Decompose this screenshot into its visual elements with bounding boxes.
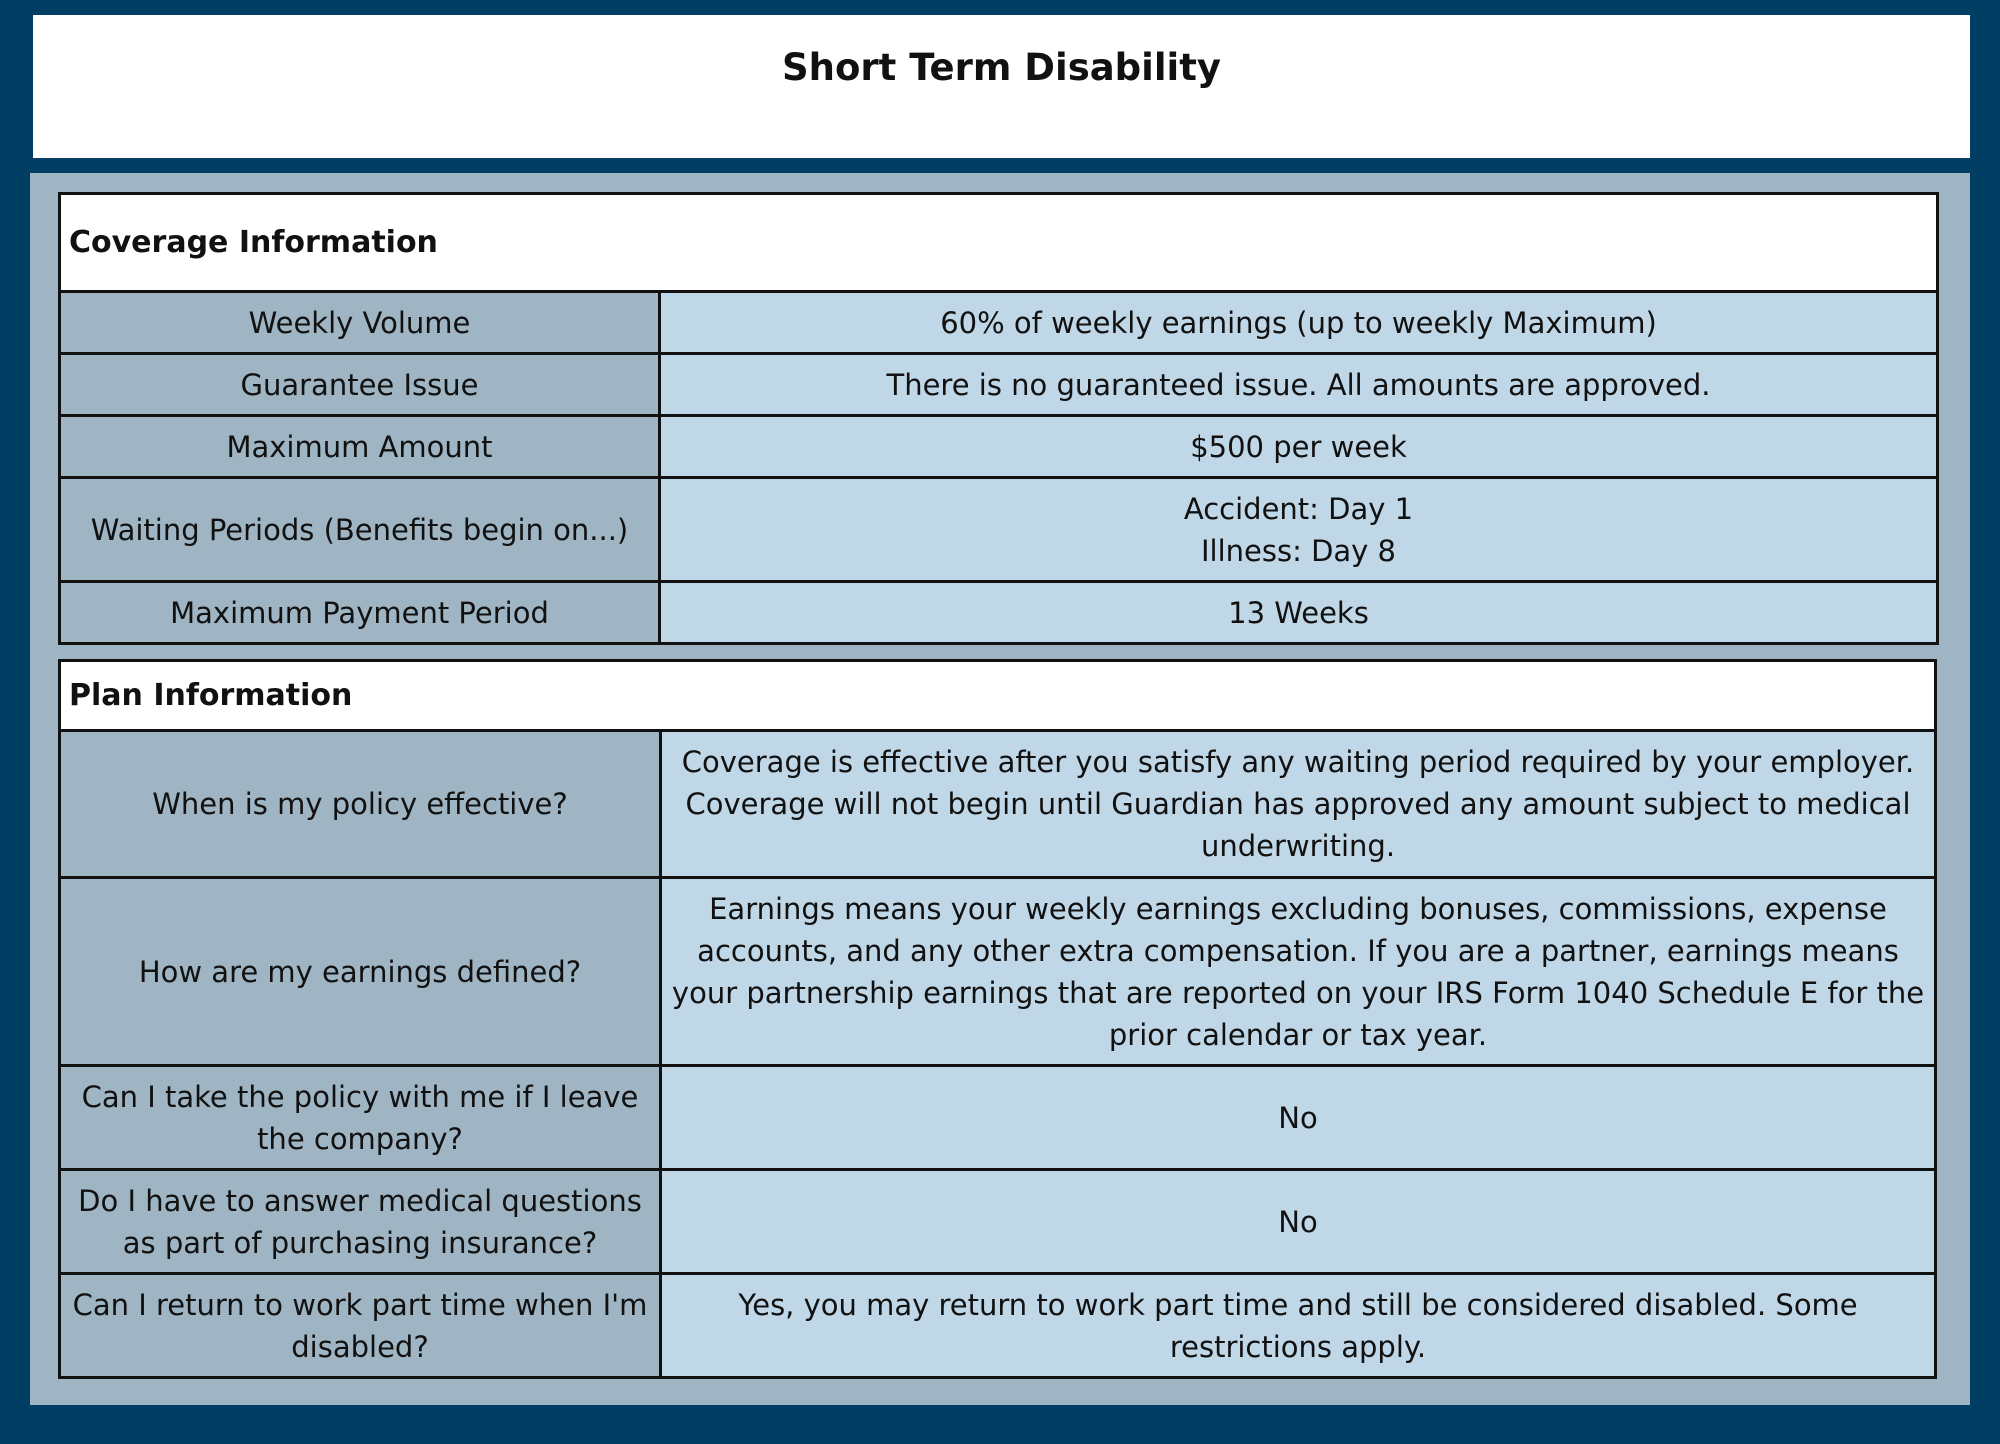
table-row	[60, 731, 1936, 878]
table-row	[60, 478, 1938, 582]
row-label: How are my earnings defined?	[60, 878, 661, 1066]
row-label: Can I return to work part time when I'm disabled?	[60, 1274, 661, 1378]
row-label: Weekly Volume	[60, 292, 660, 354]
row-value: $500 per week	[660, 416, 1938, 478]
row-value: Coverage is effective after you satisfy any waiting period required by your employer. Coverage will not begin until Guardian has approved any amount subject to medical underwriting.	[661, 731, 1936, 878]
table-row	[60, 1066, 1936, 1170]
row-value: 60% of weekly earnings (up to weekly Maximum)	[660, 292, 1938, 354]
row-label: Guarantee Issue	[60, 354, 660, 416]
row-label: Waiting Periods (Benefits begin on...)	[60, 478, 660, 582]
row-label: Do I have to answer medical questions as part of purchasing insurance?	[60, 1170, 661, 1274]
row-label: Maximum Payment Period	[60, 582, 660, 644]
row-label: Maximum Amount	[60, 416, 660, 478]
plan-header-row	[60, 661, 1936, 731]
plan-information-table	[58, 659, 1937, 1379]
row-value: Yes, you may return to work part time and still be considered disabled. Some restrictions apply.	[661, 1274, 1936, 1378]
table-row	[60, 1274, 1936, 1378]
page-title: Short Term Disability	[781, 46, 1222, 89]
row-value: Earnings means your weekly earnings excluding bonuses, commissions, expense accounts, and any other extra compensation. If you are a partner, earnings means your partnership earnings that are reported on your IRS Form 1040 Schedule E for the prior calendar or tax year.	[661, 878, 1936, 1066]
row-label: When is my policy effective?	[60, 731, 661, 878]
plan-section-heading: Plan Information	[60, 661, 1936, 731]
row-value: There is no guaranteed issue. All amounts are approved.	[660, 354, 1938, 416]
row-value: 13 Weeks	[660, 582, 1938, 644]
row-value: No	[661, 1170, 1936, 1274]
row-label: Can I take the policy with me if I leave the company?	[60, 1066, 661, 1170]
title-banner	[33, 15, 1970, 158]
table-row	[60, 582, 1938, 644]
coverage-header-row	[60, 194, 1938, 292]
row-value: Accident: Day 1 Illness: Day 8	[660, 478, 1938, 582]
coverage-section-heading: Coverage Information	[60, 194, 1938, 292]
table-row	[60, 416, 1938, 478]
coverage-information-table	[58, 192, 1939, 645]
row-value: No	[661, 1066, 1936, 1170]
table-row	[60, 878, 1936, 1066]
table-row	[60, 1170, 1936, 1274]
table-row	[60, 354, 1938, 416]
table-row	[60, 292, 1938, 354]
